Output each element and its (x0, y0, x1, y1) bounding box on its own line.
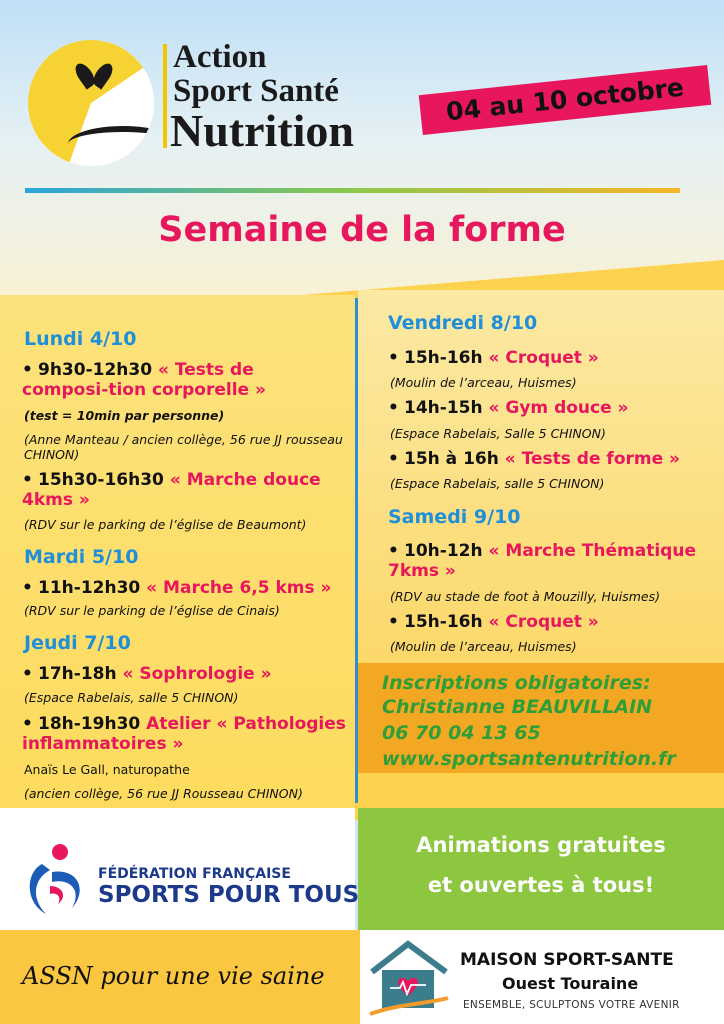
event-item (388, 541, 713, 581)
bullet-icon: • (388, 541, 399, 561)
day-heading-mardi: Mardi 5/10 (24, 546, 139, 568)
event-note: (RDV sur le parking de l’église de Beaumont) (24, 517, 307, 532)
maison-subtitle: Ouest Touraine (502, 974, 639, 993)
bullet-icon: • (22, 578, 33, 598)
free-line-1: Animations gratuites (416, 833, 666, 857)
event-note: (RDV au stade de foot à Mouzilly, Huismes) (390, 589, 661, 604)
event-time: 17h-18h (38, 664, 123, 684)
column-divider (355, 298, 358, 803)
bullet-icon: • (388, 449, 399, 469)
free-activities-text (358, 825, 724, 905)
contact-name: Christianne BEAUVILLAIN (382, 696, 653, 718)
day-heading-samedi: Samedi 9/10 (388, 506, 521, 528)
event-item (22, 578, 342, 598)
bullet-icon: • (388, 612, 399, 632)
event-activity: « Sophrologie » (122, 664, 272, 684)
event-item (388, 398, 713, 418)
day-heading-jeudi: Jeudi 7/10 (24, 632, 131, 654)
page-title: Semaine de la forme (158, 210, 566, 250)
date-banner: 04 au 10 octobre (419, 65, 712, 135)
logo-text-action: Action (173, 39, 267, 75)
assn-logo-icon (28, 40, 154, 166)
federation-brand: SPORTS POUR TOUS (98, 882, 360, 908)
bullet-icon: • (22, 714, 33, 734)
event-note: (test = 10min par personne) (24, 408, 225, 423)
event-note: (Anne Manteau / ancien collège, 56 rue JJ rousseau CHINON) (24, 432, 343, 462)
event-note: (Espace Rabelais, salle 5 CHINON) (24, 690, 239, 705)
event-activity: « Marche douce 4kms » (22, 470, 321, 510)
day-heading-lundi: Lundi 4/10 (24, 328, 137, 350)
day-heading-vendredi: Vendredi 8/10 (388, 312, 538, 334)
event-time: 18h-19h30 (38, 714, 147, 734)
bullet-icon: • (22, 664, 33, 684)
event-time: 15h-16h (404, 612, 489, 632)
event-item (22, 664, 342, 684)
event-note: (Espace Rabelais, salle 5 CHINON) (390, 476, 605, 491)
event-item (22, 714, 347, 754)
inscriptions-heading: Inscriptions obligatoires: (382, 672, 651, 694)
bullet-icon: • (388, 398, 399, 418)
federation-name: FÉDÉRATION FRANÇAISE (98, 866, 291, 882)
event-note: (RDV sur le parking de l’église de Cinais) (24, 603, 280, 618)
free-line-2: et ouvertes à tous! (427, 873, 655, 897)
event-activity: « Marche Thématique 7kms » (388, 541, 696, 581)
event-item (388, 348, 713, 368)
event-item (22, 360, 342, 400)
logo-text-sport-sante: Sport Santé (173, 73, 339, 109)
website-link[interactable]: www.sportsantenutrition.fr (382, 748, 676, 770)
event-activity: « Tests de composi-tion corporelle » (22, 360, 266, 400)
event-time: 15h à 16h (404, 449, 505, 469)
logo-text-nutrition: Nutrition (170, 105, 354, 156)
maison-tagline: ENSEMBLE, SCULPTONS VOTRE AVENIR (463, 999, 680, 1011)
event-activity: « Tests de forme » (504, 449, 681, 469)
bullet-icon: • (22, 360, 33, 380)
event-item (22, 470, 342, 510)
slogan: ASSN pour une vie saine (22, 962, 325, 990)
maison-title: MAISON SPORT-SANTE (460, 950, 674, 970)
event-note: (Moulin de l’arceau, Huismes) (390, 375, 577, 390)
contact-phone[interactable]: 06 70 04 13 65 (382, 722, 541, 744)
event-activity: Atelier « Pathologies inflammatoires » (22, 714, 346, 754)
sports-pour-tous-logo-icon (22, 842, 92, 920)
event-item (388, 612, 713, 632)
event-time: 9h30-12h30 (38, 360, 158, 380)
event-activity: « Croquet » (488, 348, 599, 368)
event-time: 11h-12h30 (38, 578, 147, 598)
logo-divider (163, 44, 167, 148)
event-item (388, 449, 713, 469)
house-heart-icon (368, 938, 450, 1018)
event-note: (ancien collège, 56 rue JJ Rousseau CHINON) (24, 786, 303, 801)
event-time: 15h-16h (404, 348, 489, 368)
title-divider (25, 188, 680, 193)
event-activity: « Marche 6,5 kms » (146, 578, 332, 598)
event-time: 10h-12h (404, 541, 489, 561)
event-activity: « Gym douce » (488, 398, 629, 418)
bullet-icon: • (22, 470, 33, 490)
event-note: (Espace Rabelais, Salle 5 CHINON) (390, 426, 606, 441)
bullet-icon: • (388, 348, 399, 368)
event-note: (Moulin de l’arceau, Huismes) (390, 639, 577, 654)
event-note: Anaïs Le Gall, naturopathe (24, 762, 190, 777)
event-time: 14h-15h (404, 398, 489, 418)
event-time: 15h30-16h30 (38, 470, 170, 490)
event-activity: « Croquet » (488, 612, 599, 632)
